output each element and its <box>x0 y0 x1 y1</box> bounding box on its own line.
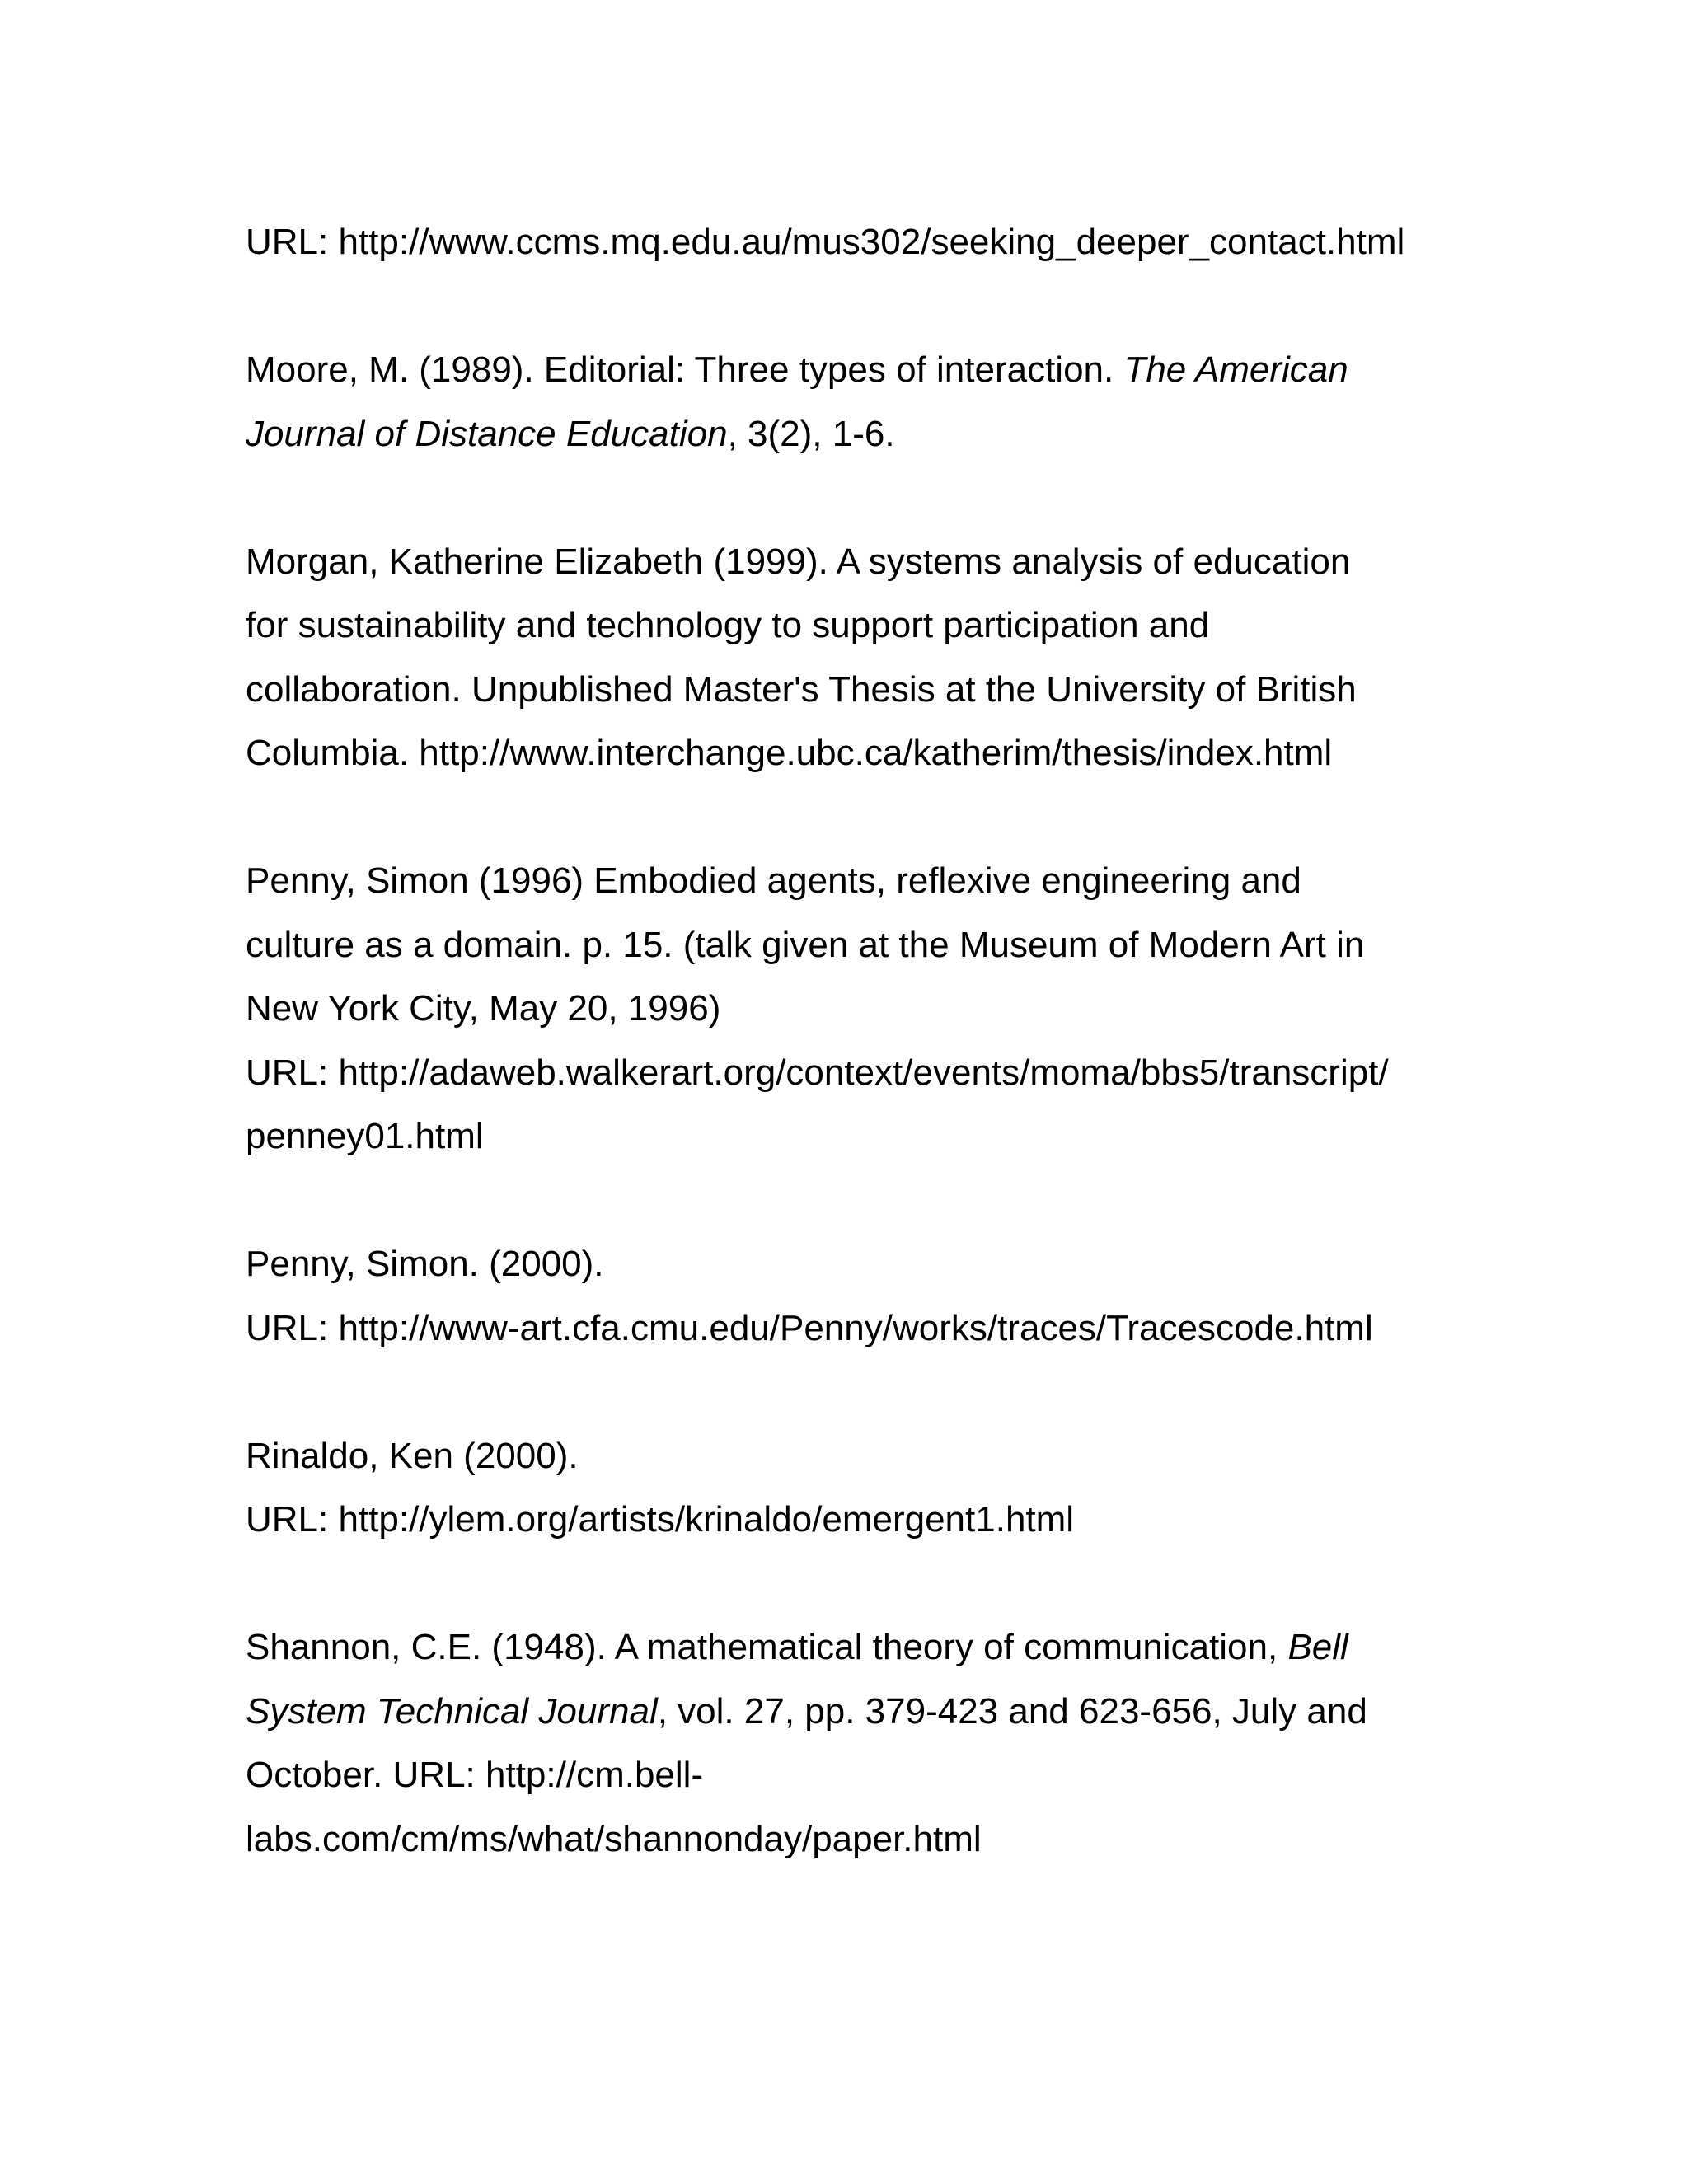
reference-list <box>246 210 1531 1871</box>
journal-title: Journal of Distance Education <box>246 413 728 454</box>
reference-entry-penny-2000 <box>246 1232 1531 1360</box>
reference-entry-morgan <box>246 530 1531 785</box>
reference-line: culture as a domain. p. 15. (talk given at the Museum of Modern Art in <box>246 924 1365 965</box>
reference-line: New York City, May 20, 1996) <box>246 988 721 1029</box>
paragraph-gap <box>246 1360 1531 1424</box>
reference-text: , 3(2), 1-6. <box>727 413 895 454</box>
reference-line <box>246 402 1531 466</box>
reference-url-line: penney01.html <box>246 1116 484 1156</box>
journal-title: The American <box>1123 349 1348 390</box>
reference-url-line: URL: http://adaweb.walkerart.org/context/events/moma/bbs5/transcript/ <box>246 1052 1389 1093</box>
reference-entry-shannon <box>246 1615 1531 1871</box>
reference-url-line: URL: http://www.ccms.mq.edu.au/mus302/seeking_deeper_contact.html <box>246 222 1405 262</box>
journal-title: Bell <box>1287 1627 1348 1667</box>
reference-entry-penny-1996 <box>246 849 1531 1169</box>
reference-entry-moore <box>246 338 1531 466</box>
reference-url-line: URL: http://www-art.cfa.cmu.edu/Penny/works/traces/Tracescode.html <box>246 1307 1373 1348</box>
reference-line <box>246 1615 1531 1680</box>
reference-line <box>246 338 1531 402</box>
reference-line <box>246 1680 1531 1744</box>
reference-line: October. URL: http://cm.bell- <box>246 1755 704 1795</box>
reference-line: Morgan, Katherine Elizabeth (1999). A systems analysis of education <box>246 541 1351 582</box>
reference-line: Columbia. http://www.interchange.ubc.ca/katherim/thesis/index.html <box>246 733 1333 773</box>
reference-line: Penny, Simon. (2000). <box>246 1244 604 1284</box>
paragraph-gap <box>246 466 1531 530</box>
journal-title: System Technical Journal <box>246 1690 658 1732</box>
reference-text: Shannon, C.E. (1948). A mathematical theory of communication, <box>246 1627 1288 1667</box>
paragraph-gap <box>246 785 1531 850</box>
reference-line: collaboration. Unpublished Master's Thesis at the University of British <box>246 668 1357 710</box>
reference-line: for sustainability and technology to support participation and <box>246 605 1210 645</box>
reference-line: Penny, Simon (1996) Embodied agents, reflexive engineering and <box>246 860 1301 901</box>
reference-line: Rinaldo, Ken (2000). <box>246 1435 579 1476</box>
paragraph-gap <box>246 274 1531 339</box>
reference-url-line: URL: http://ylem.org/artists/krinaldo/emergent1.html <box>246 1499 1075 1540</box>
paragraph-gap <box>246 1552 1531 1616</box>
reference-text: , vol. 27, pp. 379-423 and 623-656, July and <box>657 1690 1367 1732</box>
reference-text: Moore, M. (1989). Editorial: Three types of interaction. <box>246 349 1124 390</box>
paragraph-gap <box>246 1169 1531 1233</box>
reference-url-line: labs.com/cm/ms/what/shannonday/paper.html <box>246 1818 982 1859</box>
reference-entry-rinaldo <box>246 1424 1531 1552</box>
